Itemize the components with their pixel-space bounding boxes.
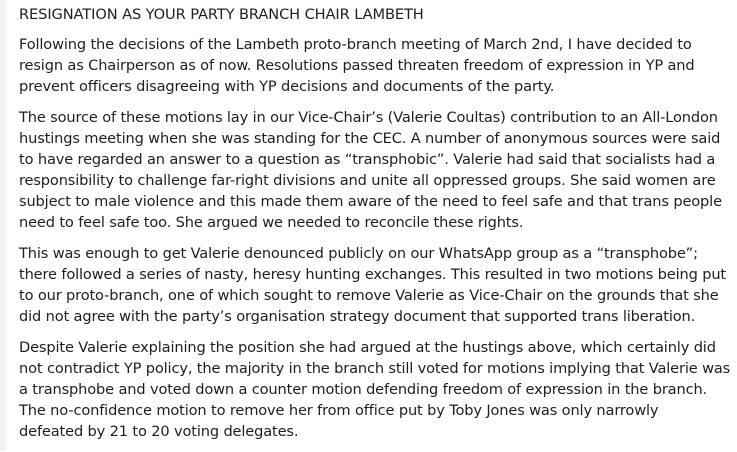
text-line: hustings meeting when she was standing for the CEC. A number of anonymous sources were said xyxy=(19,130,721,147)
paragraph-2 xyxy=(19,107,737,233)
text-line: need to feel safe too. She argued we needed to reconcile these rights. xyxy=(19,214,524,231)
text-line: to have regarded an answer to a question as “transphobic”. Valerie had said that socialists had a xyxy=(19,151,716,168)
text-line: responsibility to challenge far-right divisions and unite all oppressed groups. She said women are xyxy=(19,172,716,189)
paragraph-1 xyxy=(19,34,737,97)
text-line: The no-confidence motion to remove her from office put by Toby Jones was only narrowly xyxy=(19,402,659,419)
text-line: not contradict YP policy, the majority in the branch still voted for motions implying that Valerie was xyxy=(19,360,731,377)
text-line: resign as Chairperson as of now. Resolutions passed threaten freedom of expression in YP and xyxy=(19,57,695,74)
paragraph-3 xyxy=(19,243,737,327)
text-line: This was enough to get Valerie denounced publicly on our WhatsApp group as a “transphobe”; xyxy=(19,245,698,262)
paragraph-4 xyxy=(19,337,737,442)
text-line: a transphobe and voted down a counter motion defending freedom of expression in the branch. xyxy=(19,381,708,398)
text-line: The source of these motions lay in our Vice-Chair’s (Valerie Coultas) contribution to an All-London xyxy=(19,109,718,126)
post-body xyxy=(19,4,737,452)
text-line: did not agree with the party’s organisation strategy document that supported trans liberation. xyxy=(19,308,696,325)
left-border-strip xyxy=(0,0,6,451)
text-line: Following the decisions of the Lambeth proto-branch meeting of March 2nd, I have decided to xyxy=(19,36,692,53)
text-line: prevent officers disagreeing with YP decisions and documents of the party. xyxy=(19,78,555,95)
text-line: there followed a series of nasty, heresy hunting exchanges. This resulted in two motions being put xyxy=(19,266,726,283)
text-line: Despite Valerie explaining the position she had argued at the hustings above, which certainly did xyxy=(19,339,716,356)
post-title: RESIGNATION AS YOUR PARTY BRANCH CHAIR LAMBETH xyxy=(19,6,424,23)
text-line: subject to male violence and this made them aware of the need to feel safe and that trans people xyxy=(19,193,722,210)
text-line: defeated by 21 to 20 voting delegates. xyxy=(19,423,299,440)
text-line: to our proto-branch, one of which sought to remove Valerie as Vice-Chair on the grounds that she xyxy=(19,287,719,304)
